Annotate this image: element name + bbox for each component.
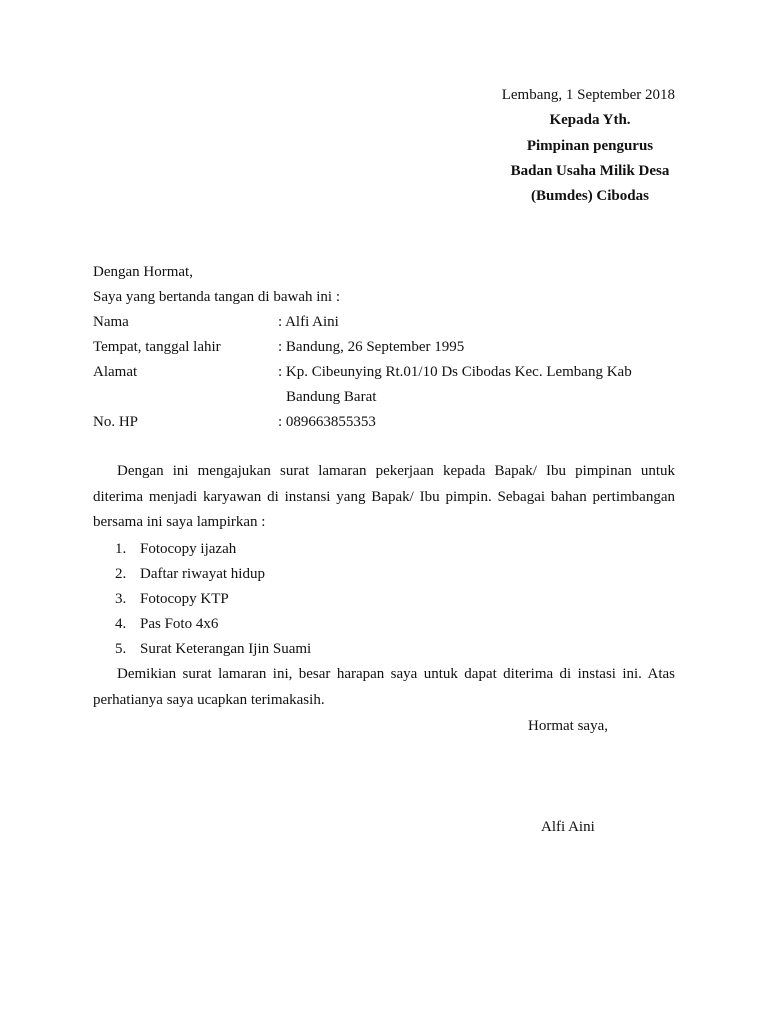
attachment-num-3: 3. xyxy=(115,591,127,607)
attachment-item-5: Surat Keterangan Ijin Suami xyxy=(140,641,312,657)
signoff-salutation: Hormat saya, xyxy=(528,718,608,734)
place-date: Lembang, 1 September 2018 xyxy=(501,87,675,103)
body-paragraph: Dengan ini mengajukan surat lamaran pekerjaan kepada Bapak/ Ibu pimpinan untuk diterima menjadi karyawan di instansi yang Bapak/ Ibu pimpin. Sebagai bahan pertimbangan bersama ini saya lampirkan : xyxy=(93,463,675,530)
greeting: Dengan Hormat, xyxy=(93,264,193,280)
attachment-item-4: Pas Foto 4x6 xyxy=(140,616,219,632)
field-label-phone: No. HP xyxy=(93,414,139,430)
field-value-address: : Kp. Cibeunying Rt.01/10 Ds Cibodas Kec. Lembang Kab xyxy=(278,364,632,380)
field-label-birth: Tempat, tanggal lahir xyxy=(93,339,221,355)
field-value-phone: : 089663855353 xyxy=(278,414,376,430)
recipient-line-4: (Bumdes) Cibodas xyxy=(531,188,649,204)
field-label-address: Alamat xyxy=(93,364,138,380)
recipient-line-3: Badan Usaha Milik Desa xyxy=(510,163,670,179)
recipient-line-2: Pimpinan pengurus xyxy=(526,138,654,154)
field-value-address-cont: Bandung Barat xyxy=(286,389,377,405)
closing-paragraph: Demikian surat lamaran ini, besar harapan saya untuk dapat diterima di instasi ini. Atas perhatianya saya ucapkan terimakasih. xyxy=(93,666,675,708)
signoff-name: Alfi Aini xyxy=(541,819,595,835)
attachment-num-4: 4. xyxy=(115,616,127,632)
attachment-item-3: Fotocopy KTP xyxy=(140,591,229,607)
attachment-num-5: 5. xyxy=(115,641,127,657)
field-value-birth: : Bandung, 26 September 1995 xyxy=(278,339,465,355)
attachment-item-1: Fotocopy ijazah xyxy=(140,541,237,557)
recipient-line-1: Kepada Yth. xyxy=(549,112,631,128)
intro-text: Saya yang bertanda tangan di bawah ini : xyxy=(93,289,341,305)
attachment-item-2: Daftar riwayat hidup xyxy=(140,566,265,582)
field-value-name: : Alfi Aini xyxy=(278,314,339,330)
attachment-num-1: 1. xyxy=(115,541,127,557)
field-label-name: Nama xyxy=(93,314,129,330)
attachment-num-2: 2. xyxy=(115,566,127,582)
